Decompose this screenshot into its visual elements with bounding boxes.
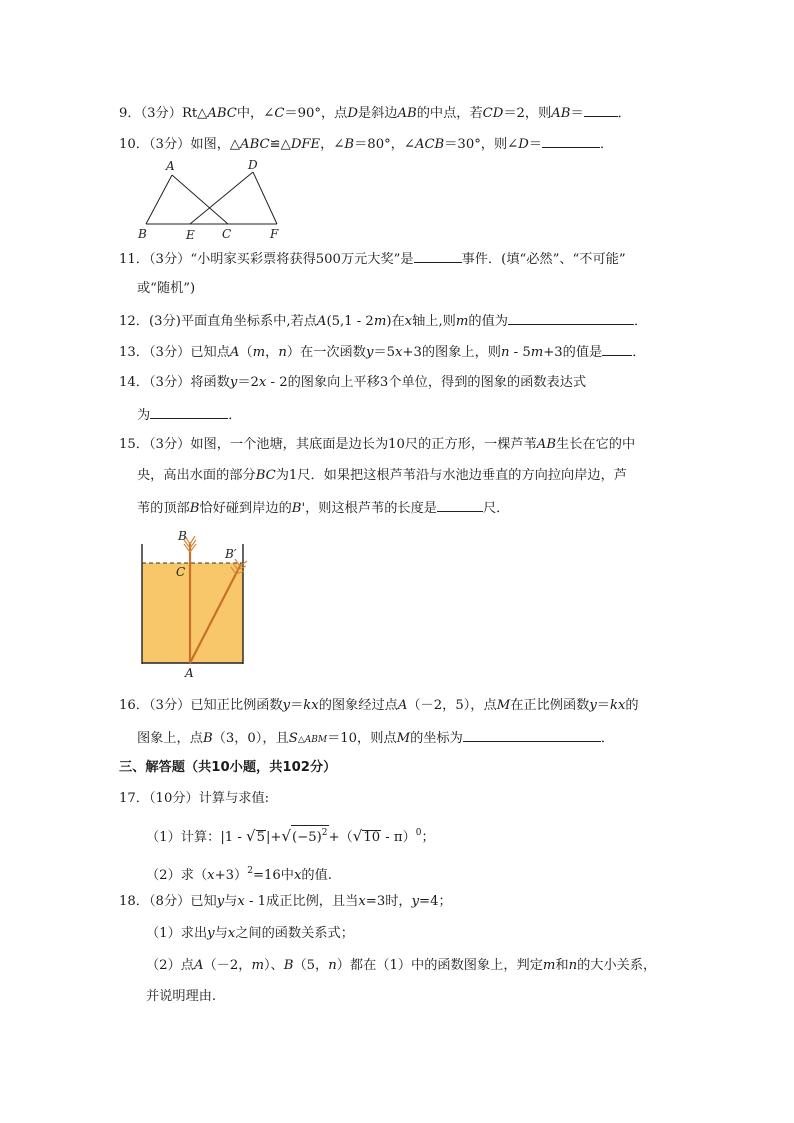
question-13 bbox=[119, 342, 645, 362]
math-var: y bbox=[229, 375, 238, 390]
text: +（ bbox=[328, 830, 353, 845]
math-var: x bbox=[394, 345, 403, 360]
text: 图象上，点 bbox=[137, 731, 203, 746]
text: 已知正比例函数 bbox=[190, 698, 283, 713]
label-a: A bbox=[166, 159, 175, 173]
math-var: AB bbox=[536, 437, 557, 452]
question-16-cont bbox=[137, 728, 614, 749]
answer-blank[interactable] bbox=[437, 498, 483, 512]
text: 为 bbox=[137, 408, 151, 423]
text: (5,1 - 2 bbox=[326, 314, 374, 329]
math-var: ABC bbox=[207, 106, 237, 121]
math-var: B bbox=[202, 731, 213, 746]
math-var: M bbox=[496, 698, 511, 713]
text: ，则这根芦苇的长度是 bbox=[305, 501, 437, 516]
text: ＝5 bbox=[373, 345, 395, 360]
text: ． bbox=[632, 345, 646, 360]
text: Rt△ bbox=[181, 106, 208, 121]
math-var: n bbox=[278, 345, 287, 360]
question-16 bbox=[119, 697, 639, 715]
question-15-cont2 bbox=[137, 498, 509, 518]
math-var: S bbox=[288, 731, 298, 746]
label-e: E bbox=[186, 228, 195, 242]
text: （3，0），且 bbox=[212, 731, 289, 746]
text: ＝ bbox=[528, 137, 543, 152]
label-b: B bbox=[138, 227, 147, 241]
question-14-cont bbox=[137, 405, 241, 425]
segment-ed bbox=[190, 172, 253, 224]
text: 的中点，若 bbox=[416, 106, 483, 121]
text: )在 bbox=[386, 314, 405, 329]
text: ）在一次函数 bbox=[286, 345, 366, 360]
math-var: A bbox=[316, 314, 327, 329]
text: 和 bbox=[555, 958, 569, 973]
exponent: 2 bbox=[247, 866, 253, 876]
text: |+ bbox=[265, 830, 282, 845]
question-18-part1 bbox=[146, 925, 354, 943]
text: （－2， bbox=[203, 958, 252, 973]
text: ． bbox=[633, 314, 648, 329]
text: 的坐标为 bbox=[410, 731, 463, 746]
math-var: BC bbox=[255, 468, 276, 483]
text: 生长在它的中 bbox=[556, 437, 636, 452]
text: 的值为 bbox=[468, 314, 508, 329]
question-number: 18． bbox=[119, 894, 149, 909]
score: （3分） bbox=[140, 106, 182, 121]
text: （1）求出 bbox=[146, 926, 208, 941]
question-number: 13． bbox=[119, 345, 149, 360]
text: ＝2，则 bbox=[503, 106, 552, 121]
math-var: m bbox=[530, 345, 544, 360]
math-var: B' bbox=[291, 501, 306, 516]
question-18-part2-cont bbox=[146, 988, 216, 1006]
math-var: kx bbox=[609, 698, 626, 713]
math-var: B bbox=[189, 501, 200, 516]
math-var: x bbox=[237, 894, 245, 909]
text: 平面直角坐标系中,若点 bbox=[180, 314, 317, 329]
exponent: 0 bbox=[415, 828, 422, 838]
question-17-part2 bbox=[146, 862, 332, 885]
question-number: 12． bbox=[119, 314, 149, 329]
math-var: y bbox=[207, 926, 215, 941]
math-subscript: △ABM bbox=[297, 735, 328, 745]
answer-blank[interactable] bbox=[542, 134, 600, 148]
text: 中，∠ bbox=[236, 106, 275, 121]
text: 是斜边 bbox=[357, 106, 398, 121]
text: ． bbox=[617, 106, 631, 121]
text: 将函数 bbox=[190, 375, 230, 390]
text: 已知 bbox=[190, 894, 217, 909]
text: ＝80°，∠ bbox=[354, 137, 415, 152]
text: ． bbox=[600, 137, 614, 152]
text: （1）计算：|1 - bbox=[146, 830, 247, 845]
score: （3分） bbox=[148, 375, 191, 390]
math-var: n bbox=[328, 958, 337, 973]
text: 或“随机”) bbox=[137, 281, 196, 296]
text: ）都在（1）中的函数图象上，判定 bbox=[336, 958, 543, 973]
question-18 bbox=[119, 893, 452, 911]
math-var: y bbox=[282, 698, 291, 713]
math-var: y bbox=[216, 894, 225, 909]
math-var: n bbox=[568, 958, 578, 973]
text: 与 bbox=[224, 894, 238, 909]
label-a: A bbox=[185, 666, 194, 680]
math-var: ACB bbox=[414, 137, 445, 152]
label-d: D bbox=[248, 158, 258, 172]
math-var: DFE bbox=[290, 137, 321, 152]
section-heading: 三、解答题（共10小题，共102分） bbox=[119, 760, 337, 775]
text: 的大小关系， bbox=[577, 958, 657, 973]
score: （3分） bbox=[148, 437, 191, 452]
text: （2）求（ bbox=[146, 868, 208, 883]
math-var: A bbox=[397, 698, 408, 713]
score: （3分） bbox=[148, 137, 191, 152]
text: ＝ bbox=[290, 698, 304, 713]
score: (3分) bbox=[148, 314, 181, 329]
text: ； bbox=[421, 830, 435, 845]
sqrt-sign: √ bbox=[281, 827, 292, 845]
segment-ab bbox=[146, 175, 172, 224]
text: ， bbox=[265, 345, 279, 360]
score: （3分） bbox=[148, 698, 191, 713]
text: ． bbox=[600, 731, 615, 746]
text: +3的图象上，则 bbox=[402, 345, 501, 360]
math-var: A bbox=[229, 345, 240, 360]
score: （3分） bbox=[148, 252, 191, 267]
label-c: C bbox=[222, 227, 232, 241]
text: +3的值是 bbox=[543, 345, 603, 360]
text: ，∠ bbox=[320, 137, 345, 152]
question-10 bbox=[119, 134, 613, 154]
question-18-part2 bbox=[146, 957, 656, 975]
math-var: m bbox=[252, 345, 266, 360]
text: （－2，5），点 bbox=[407, 698, 497, 713]
math-var: x bbox=[207, 868, 215, 883]
exponent: 2 bbox=[321, 828, 328, 838]
text: 已知点 bbox=[190, 345, 230, 360]
question-17 bbox=[119, 790, 269, 808]
question-15-cont1 bbox=[137, 467, 627, 485]
text: =3时， bbox=[365, 894, 412, 909]
label-c: C bbox=[176, 565, 186, 579]
math-var: ABC bbox=[240, 137, 270, 152]
math-var: C bbox=[274, 106, 285, 121]
math-var: n bbox=[500, 345, 510, 360]
answer-blank[interactable] bbox=[150, 405, 228, 419]
answer-blank[interactable] bbox=[602, 342, 632, 356]
question-9 bbox=[119, 103, 631, 123]
text: ＝10，则点 bbox=[327, 731, 397, 746]
question-number: 11． bbox=[119, 252, 149, 267]
text: 恰好碰到岸边的 bbox=[199, 501, 292, 516]
text: 并说明理由. bbox=[146, 989, 217, 1004]
math-var: m bbox=[542, 958, 556, 973]
question-number: 17． bbox=[119, 791, 149, 806]
sqrt-sign: √ bbox=[352, 827, 363, 845]
radicand: 10 bbox=[363, 830, 381, 845]
radicand: 5 bbox=[256, 830, 265, 845]
text: - π） bbox=[381, 830, 416, 845]
question-14 bbox=[119, 374, 586, 392]
answer-blank[interactable] bbox=[414, 249, 462, 263]
math-var: m bbox=[373, 314, 387, 329]
text: （ bbox=[239, 345, 253, 360]
math-var: AB bbox=[397, 106, 417, 121]
answer-blank[interactable] bbox=[508, 311, 634, 325]
math-var: y bbox=[589, 698, 597, 713]
math-var: m bbox=[455, 314, 469, 329]
score: （8分） bbox=[148, 894, 191, 909]
math-var: B bbox=[344, 137, 355, 152]
question-17-part1 bbox=[146, 824, 435, 847]
text: 央，高出水面的部分 bbox=[137, 468, 256, 483]
score: （10分） bbox=[148, 791, 199, 806]
text: - 1成正比例，且当 bbox=[244, 894, 359, 909]
label-b: B bbox=[178, 530, 187, 543]
score: （3分） bbox=[148, 345, 191, 360]
text: ＝90°，点 bbox=[284, 106, 348, 121]
text: =4； bbox=[419, 894, 452, 909]
text: ≌△ bbox=[269, 137, 291, 152]
sqrt-sign: √ bbox=[246, 827, 256, 845]
radicand-base: (−5) bbox=[292, 830, 322, 845]
math-var: kx bbox=[303, 698, 319, 713]
label-b-prime: B′ bbox=[225, 547, 237, 561]
question-11 bbox=[119, 249, 626, 269]
text: 计算与求值: bbox=[198, 791, 270, 806]
math-var: x bbox=[293, 868, 302, 883]
math-var: B bbox=[283, 958, 294, 973]
text: - 2的图象向上平移3个单位，得到的图象的函数表达式 bbox=[266, 375, 587, 390]
text: （2）点 bbox=[146, 958, 194, 973]
text: （5， bbox=[293, 958, 329, 973]
text: 的图象经过点 bbox=[318, 698, 398, 713]
segment-df bbox=[253, 172, 277, 224]
math-var: x bbox=[404, 314, 413, 329]
math-var: x bbox=[358, 894, 366, 909]
text: ）、 bbox=[263, 958, 284, 973]
text: ＝30°，则∠ bbox=[444, 137, 519, 152]
text: 在正比例函数 bbox=[510, 698, 590, 713]
question-number: 14． bbox=[119, 375, 149, 390]
math-var: CD bbox=[482, 106, 504, 121]
math-var: y bbox=[411, 894, 420, 909]
math-var: x bbox=[227, 926, 236, 941]
text: - 5 bbox=[509, 345, 531, 360]
text: ＝ bbox=[596, 698, 610, 713]
question-number: 16． bbox=[119, 698, 149, 713]
text: 苇的顶部 bbox=[137, 501, 190, 516]
math-var: AB bbox=[551, 106, 571, 121]
text: 事件．(填“必然”、“不可能” bbox=[461, 252, 626, 267]
question-15 bbox=[119, 436, 635, 454]
question-number: 15． bbox=[119, 437, 149, 452]
math-var: y bbox=[365, 345, 374, 360]
text: ． bbox=[228, 408, 242, 423]
water-area bbox=[142, 563, 243, 663]
pond-figure bbox=[132, 530, 262, 680]
text: ＝ bbox=[570, 106, 584, 121]
text: 如图，一个池塘，其底面是边长为10尺的正方形，一棵芦苇 bbox=[190, 437, 537, 452]
math-var: x bbox=[258, 375, 267, 390]
question-number: 10． bbox=[119, 137, 149, 152]
math-var: D bbox=[518, 137, 529, 152]
label-f: F bbox=[270, 227, 279, 241]
text: 的值. bbox=[301, 868, 332, 883]
text: ＝2 bbox=[237, 375, 259, 390]
text: “小明家买彩票将获得500万元大奖”是 bbox=[190, 252, 414, 267]
text: 如图，△ bbox=[190, 137, 241, 152]
question-number: 9． bbox=[119, 106, 141, 121]
math-var: M bbox=[396, 731, 411, 746]
text: 轴上,则 bbox=[412, 314, 456, 329]
text: +3） bbox=[214, 868, 248, 883]
answer-blank[interactable] bbox=[584, 103, 618, 117]
radicand bbox=[291, 825, 328, 845]
math-var: m bbox=[251, 958, 264, 973]
text: 的 bbox=[625, 698, 639, 713]
question-12 bbox=[119, 311, 647, 331]
question-11-cont bbox=[137, 280, 195, 298]
triangles-figure bbox=[132, 156, 292, 242]
text: 尺． bbox=[482, 501, 510, 516]
text: 为1尺．如果把这根芦苇沿与水池边垂直的方向拉向岸边，芦 bbox=[275, 468, 627, 483]
text: 之间的函数关系式； bbox=[235, 926, 354, 941]
math-var: A bbox=[193, 958, 204, 973]
text: 与 bbox=[214, 926, 228, 941]
math-var: D bbox=[347, 106, 358, 121]
answer-blank[interactable] bbox=[463, 728, 601, 742]
text: =16中 bbox=[252, 868, 294, 883]
